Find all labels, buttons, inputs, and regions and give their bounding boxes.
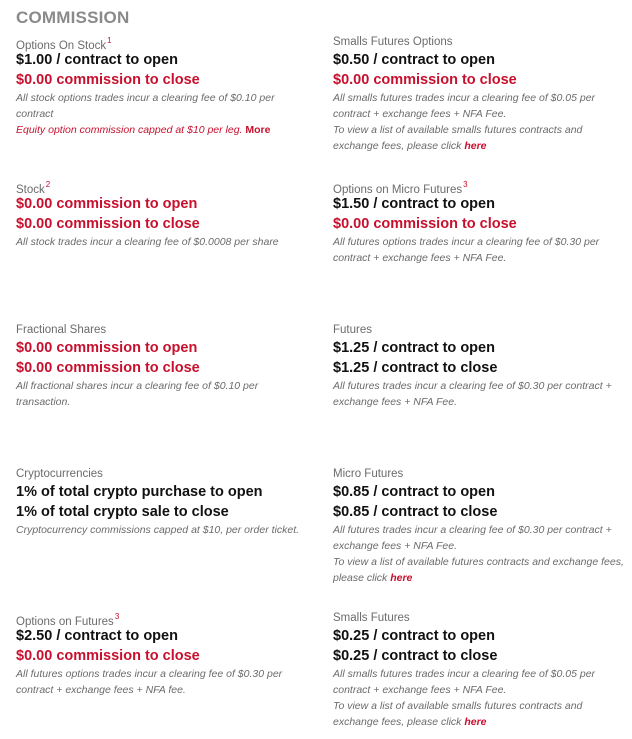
card-micro-futures xyxy=(333,466,628,586)
close-price: $0.25 / contract to close xyxy=(333,648,498,664)
more-link[interactable]: More xyxy=(245,124,271,136)
footnote-marker[interactable]: 1 xyxy=(107,36,112,45)
fee-note: All futures options trades incur a clearing fee of $0.30 per contract + exchange fees + NFA Fee. xyxy=(333,236,600,264)
card-fractional-shares xyxy=(16,322,311,410)
card-name: Stock$^2$ xyxy=(16,180,51,196)
open-price: 1% of total crypto purchase to open xyxy=(16,484,263,500)
card-options-on-stock xyxy=(16,34,311,138)
contracts-note: To view a list of available smalls futures contracts and exchange fees, please click here xyxy=(333,124,583,152)
footnote-marker[interactable]: 3 xyxy=(463,180,468,189)
fee-note: All smalls futures trades incur a clearing fee of $0.05 per contract + exchange fees + NFA Fee. xyxy=(333,92,596,120)
open-price: $0.00 commission to open xyxy=(16,340,198,356)
card-name: Options On Stock$^1$ xyxy=(16,36,112,52)
card-name: Micro Futures xyxy=(333,468,404,480)
card-smalls-futures xyxy=(333,610,628,730)
footnote-marker[interactable]: 2 xyxy=(45,180,51,189)
fee-note: All futures trades incur a clearing fee of $0.30 per contract + exchange fees + NFA Fee. xyxy=(333,524,612,552)
card-cryptocurrencies xyxy=(16,466,311,538)
open-price: $1.00 / contract to open xyxy=(16,52,178,68)
here-link[interactable]: here xyxy=(390,572,413,584)
cap-note: Equity option commission capped at $10 per leg. More xyxy=(16,124,271,136)
card-name: Smalls Futures Options xyxy=(333,36,453,48)
footnote-marker[interactable]: 3 xyxy=(114,612,120,621)
close-price: $0.00 commission to close xyxy=(16,648,200,664)
card-options-on-futures xyxy=(16,610,311,698)
card-name: Options on Micro Futures$^3$ xyxy=(333,180,468,196)
open-price: $1.25 / contract to open xyxy=(333,340,495,356)
card-name: Cryptocurrencies xyxy=(16,468,103,480)
cap-note: Cryptocurrency commissions capped at $10, per order ticket. xyxy=(16,524,300,536)
open-price: $2.50 / contract to open xyxy=(16,628,178,644)
close-price: $0.00 commission to close xyxy=(16,216,200,232)
open-price: $0.85 / contract to open xyxy=(333,484,495,500)
fee-note: All stock trades incur a clearing fee of $0.0008 per share xyxy=(16,236,279,248)
open-price: $1.50 / contract to open xyxy=(333,196,495,212)
card-smalls-futures-options xyxy=(333,34,628,154)
card-name: Smalls Futures xyxy=(333,612,410,624)
card-name: Fractional Shares xyxy=(16,324,107,336)
contracts-note: To view a list of available smalls futures contracts and exchange fees, please click here xyxy=(333,700,583,728)
here-link[interactable]: here xyxy=(464,140,487,152)
card-stock xyxy=(16,178,311,250)
close-price: $1.25 / contract to close xyxy=(333,360,498,376)
close-price: $0.85 / contract to close xyxy=(333,504,498,520)
card-name: Futures xyxy=(333,324,372,336)
fee-note: All smalls futures trades incur a clearing fee of $0.05 per contract + exchange fees + NFA Fee. xyxy=(333,668,596,696)
open-price: $0.00 commission to open xyxy=(16,196,198,212)
close-price: 1% of total crypto sale to close xyxy=(16,504,229,520)
contracts-note: To view a list of available futures contracts and exchange fees, please click here xyxy=(333,556,624,584)
close-price: $0.00 commission to close xyxy=(333,72,517,88)
close-price: $0.00 commission to close xyxy=(16,72,200,88)
fee-note: All stock options trades incur a clearing fee of $0.10 per contract xyxy=(16,92,275,120)
open-price: $0.50 / contract to open xyxy=(333,52,495,68)
close-price: $0.00 commission to close xyxy=(16,360,200,376)
fee-note: All futures options trades incur a clearing fee of $0.30 per contract + exchange fees + NFA fee. xyxy=(16,668,283,696)
close-price: $0.00 commission to close xyxy=(333,216,517,232)
here-link[interactable]: here xyxy=(464,716,487,728)
card-futures xyxy=(333,322,628,410)
open-price: $0.25 / contract to open xyxy=(333,628,495,644)
card-name: Options on Futures$^3$ xyxy=(16,612,120,628)
page-title: COMMISSION xyxy=(16,8,130,27)
card-options-on-micro-futures xyxy=(333,178,628,266)
fee-note: All fractional shares incur a clearing fee of $0.10 per transaction. xyxy=(16,380,259,408)
fee-note: All futures trades incur a clearing fee of $0.30 per contract + exchange fees + NFA Fee. xyxy=(333,380,612,408)
